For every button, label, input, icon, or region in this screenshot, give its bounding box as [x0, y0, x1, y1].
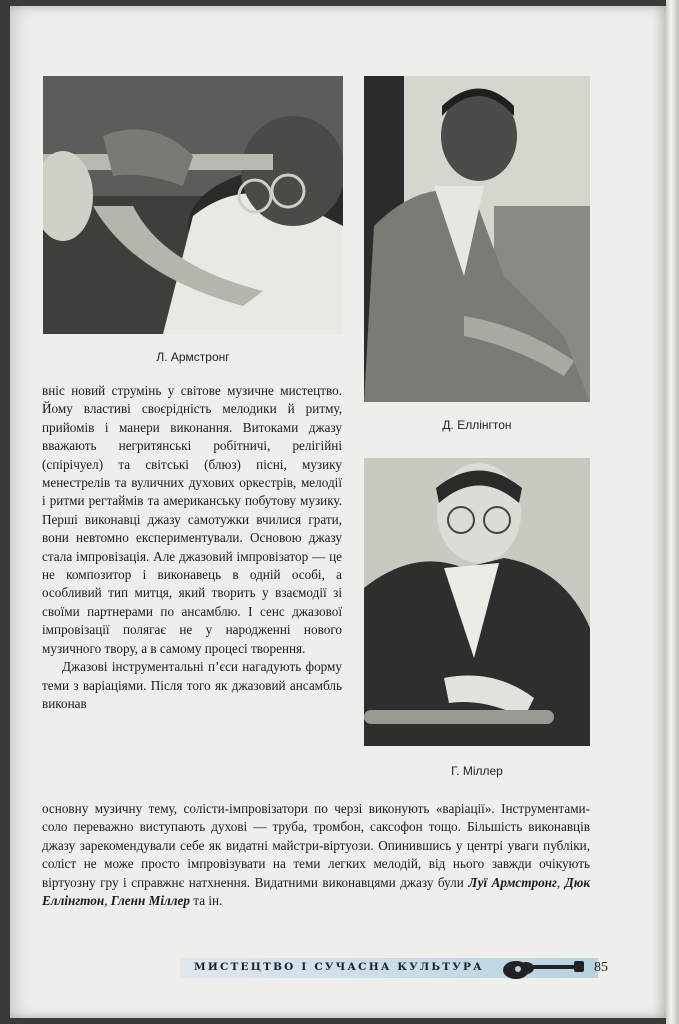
caption-ellington: Д. Еллінгтон — [442, 418, 512, 432]
body-wide — [42, 800, 590, 910]
body-column — [42, 382, 342, 713]
photo-miller — [364, 458, 590, 746]
photo-armstrong — [43, 76, 343, 334]
caption-armstrong: Л. Армстронг — [156, 350, 230, 364]
name-armstrong: Луї Армстронг — [468, 874, 557, 890]
paragraph-2: Джазові інструментальні п’єси нагадують форму теми з варіаціями. Після того як джазовий ансамбль виконав — [42, 659, 342, 711]
paragraph-3 — [42, 800, 590, 910]
page-edge — [666, 0, 679, 1024]
page-number: 85 — [594, 960, 608, 975]
separator-1: , — [556, 874, 565, 890]
paragraph-3-text: основну музичну тему, солісти-імпровізатори по черзі виконують «варіації». Інструментами-соло переважно виступають духові — труба, тромбон, саксофон тощо. Більшість виконавців джазу зарекомендували себе як видатні майстри-віртуози. Опинившись у центрі уваги публіки, соліст не може просто імпровізувати на теми легких мелодій, від нього завжди очікують віртуозну гру і справжнє натхнення. Видатними виконавцями джазу були — [42, 801, 590, 890]
paragraph-1: вніс новий струмінь у світове музичне мистецтво. Йому властиві своєрідність мелодики й ритму, прийомів і манери виконання. Витоками джазу вважають негритянські робітничі, релігійні (спірічуел) та світські (блюз) пісні, музику менестрелів та вуличних духових оркестрів, мелодії і ритми регтаймів та американську побутову музику. Перші виконавці джазу самотужки вчилися грати, вони невтомно експериментували. Основою джазу стала імпровізація. Але джазовий імпровізатор — це не композитор і виконавець в одній особі, а особливий тип митця, який творить у взаємодії зі своїми партнерами по ансамблю. І сенс джазової імпровізації полягає не у народженні нового музичного твору, а в самому процесі творення. — [42, 383, 342, 656]
separator-2: , — [104, 893, 111, 909]
photo-ellington — [364, 76, 590, 402]
paragraph-3-tail: та ін. — [189, 893, 223, 909]
name-miller: Гленн Міллер — [110, 893, 190, 909]
footer-section-title: МИСТЕЦТВО І СУЧАСНА КУЛЬТУРА — [194, 961, 484, 973]
name-ellington: Дюк Еллінгтон — [42, 874, 591, 909]
caption-miller: Г. Міллер — [451, 764, 503, 778]
guitar-icon — [500, 954, 586, 982]
